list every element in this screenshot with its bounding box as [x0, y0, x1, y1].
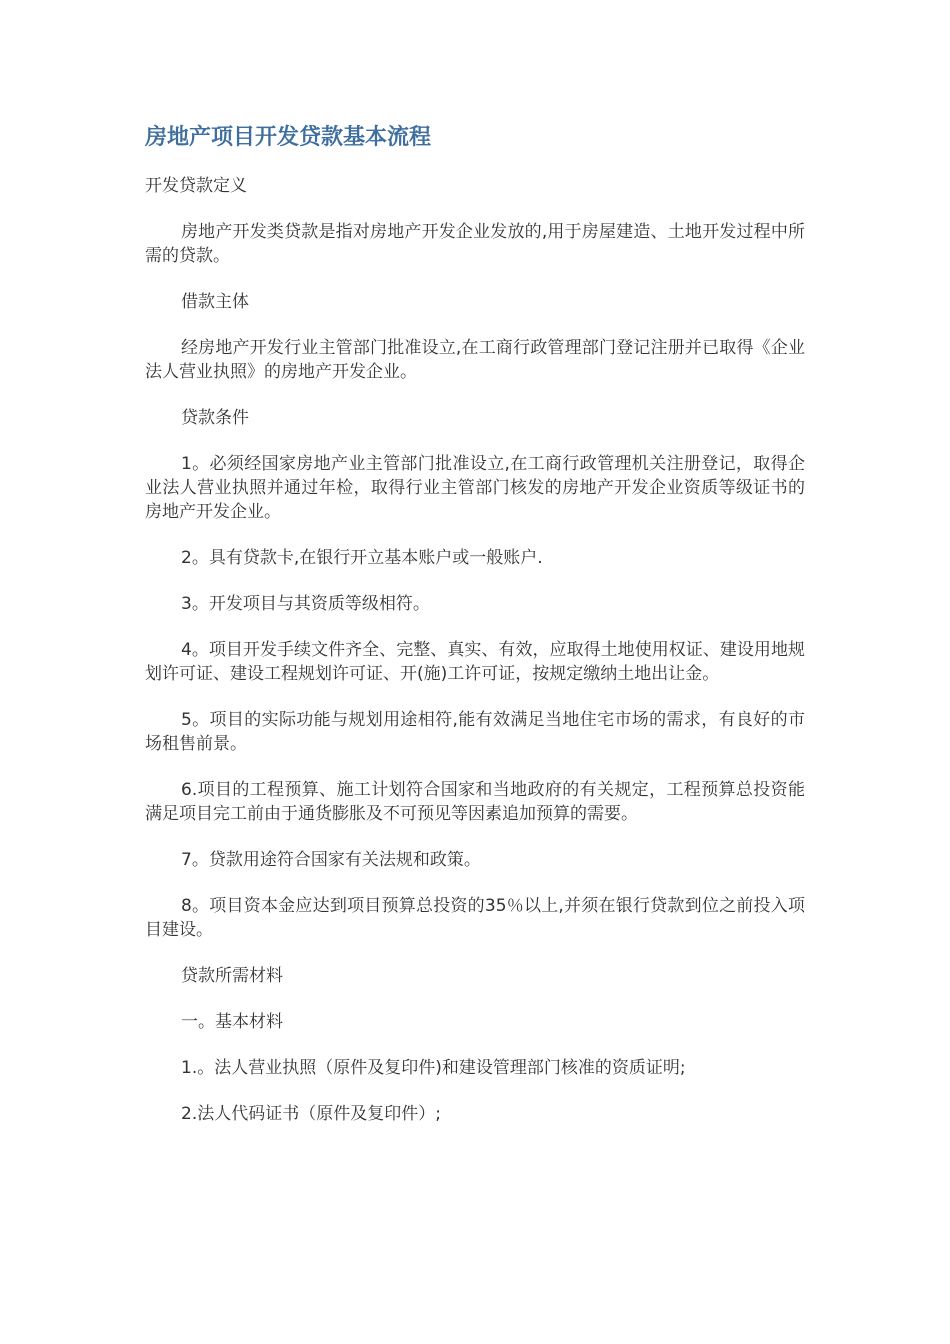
- material-item: 1.。法人营业执照（原件及复印件)和建设管理部门核准的资质证明;: [181, 1058, 686, 1078]
- material-item: 2.法人代码证书（原件及复印件）;: [181, 1104, 441, 1124]
- section-heading-materials: 贷款所需材料: [181, 966, 283, 986]
- condition-item: 2。具有贷款卡,在银行开立基本账户或一般账户.: [181, 548, 543, 568]
- materials-basic-heading: 一。基本材料: [181, 1012, 283, 1032]
- condition-item: 6.项目的工程预算、施工计划符合国家和当地政府的有关规定，工程预算总投资能满足项目完工前由于通货膨胀及不可预见等因素追加预算的需要。: [145, 780, 805, 824]
- condition-item: 5。项目的实际功能与规划用途相符,能有效满足当地住宅市场的需求，有良好的市场租售前景。: [145, 710, 805, 754]
- section-heading-conditions: 贷款条件: [181, 408, 249, 428]
- document-body: [145, 120, 805, 1148]
- section-heading-borrower: 借款主体: [181, 292, 249, 312]
- condition-item: 7。贷款用途符合国家有关法规和政策。: [181, 850, 481, 870]
- page-title: 房地产项目开发贷款基本流程: [145, 124, 432, 150]
- condition-item: 8。项目资本金应达到项目预算总投资的35％以上,并须在银行贷款到位之前投入项目建设。: [145, 896, 805, 940]
- definition-paragraph: 房地产开发类贷款是指对房地产开发企业发放的,用于房屋建造、土地开发过程中所需的贷款。: [145, 222, 805, 266]
- section-heading-definition: 开发贷款定义: [145, 176, 247, 196]
- condition-item: 1。必须经国家房地产业主管部门批准设立,在工商行政管理机关注册登记，取得企业法人营业执照并通过年检，取得行业主管部门核发的房地产开发企业资质等级证书的房地产开发企业。: [145, 454, 805, 522]
- condition-item: 3。开发项目与其资质等级相符。: [181, 594, 430, 614]
- borrower-paragraph: 经房地产开发行业主管部门批准设立,在工商行政管理部门登记注册并已取得《企业法人营业执照》的房地产开发企业。: [145, 338, 805, 382]
- condition-item: 4。项目开发手续文件齐全、完整、真实、有效，应取得土地使用权证、建设用地规划许可证、建设工程规划许可证、开(施)工许可证，按规定缴纳土地出让金。: [145, 640, 805, 684]
